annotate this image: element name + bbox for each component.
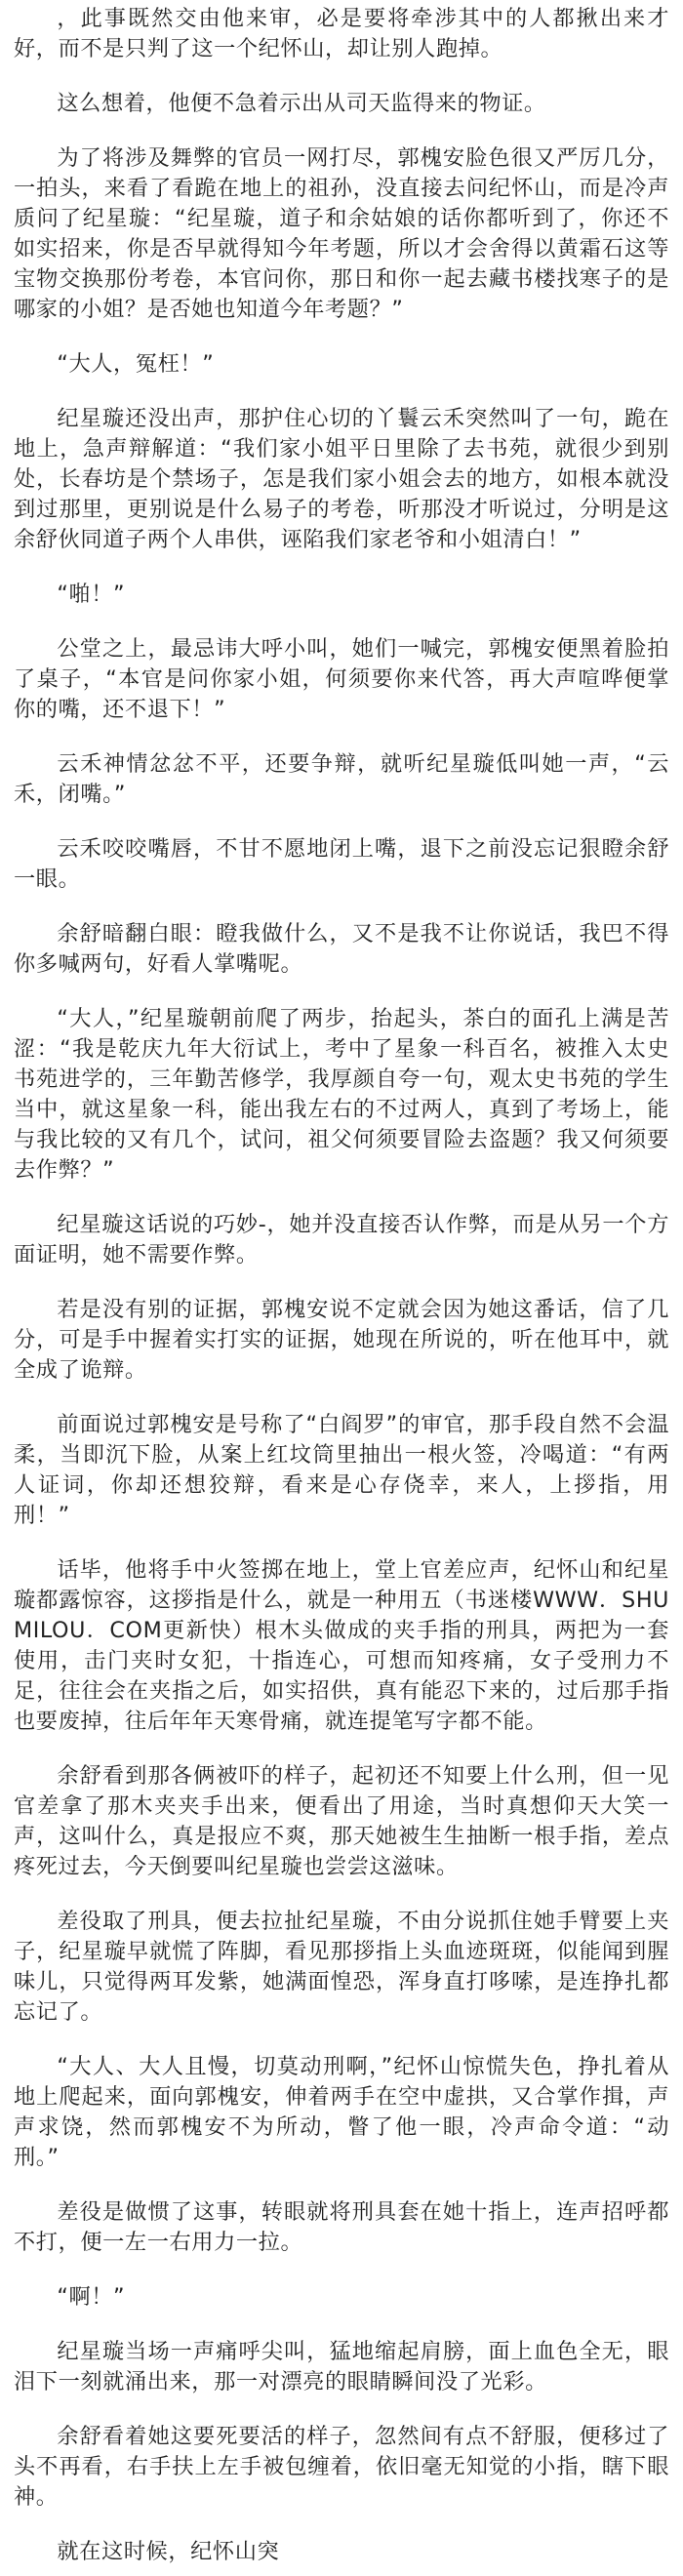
paragraph: 这么想着，他便不急着示出从司天监得来的物证。 — [57, 91, 546, 116]
paragraph: 纪星璇当场一声痛呼尖叫，猛地缩起肩膀，面上血色全无，眼泪下一刻就涌出来，那一对漂亮的眼睛瞬间没了光彩。 — [14, 2339, 669, 2395]
paragraph: 余舒看到那各俩被吓的样子，起初还不知要上什么刑，但一见官差拿了那木夹夹手出来，便看出了用途，当时真想仰天大笑一声，这叫什么，真是报应不爽，那天她被生生抽断一根手指，差点疼死过去，今天倒要叫纪星璇也尝尝这滋味。 — [14, 1763, 669, 1879]
paragraph: 纪星璇还没出声，那护住心切的丫鬟云禾突然叫了一句，跪在地上，急声辩解道：“我们家小姐平日里除了去书苑，就很少到别处，长春坊是个禁场子，怎是我们家小姐会去的地方，如根本就没到过那里，更别说是什么易子的考卷，听那没才听说过，分明是这余舒伙同道子两个人串供，诬陷我们家老爷和小姐清白！” — [14, 406, 669, 552]
paragraph: “大人，冤枉！” — [57, 351, 215, 377]
paragraph: 余舒看着她这要死要活的样子，忽然间有点不舒服，便移过了头不再看，右手扶上左手被包缠着，依旧毫无知觉的小指，瞎下眼神。 — [14, 2424, 669, 2510]
paragraph: 就在这时候，纪怀山突 — [57, 2539, 280, 2564]
paragraph: 差役是做惯了这事，转眼就将刑具套在她十指上，连声招呼都不打，便一左一右用力一拉。 — [14, 2199, 669, 2255]
paragraph: 前面说过郭槐安是号称了“白阎罗”的审官，那手段自然不会温柔，当即沉下脸，从案上红坟筒里抽出一根火签，冷喝道：“有两人证词，你却还想狡辩，看来是心存侥幸，来人，上拶指，用刑！” — [14, 1412, 669, 1528]
paragraph: 话毕，他将手中火签掷在地上，堂上官差应声，纪怀山和纪星璇都露惊容，这拶指是什么，就是一种用五（书迷楼WWW．SHUMILOU．COM更新快）根木头做成的夹手指的刑具，两把为一套使用，击门夹时女犯，十指连心，可想而知疼痛，女子受刑力不足，往往会在夹指之后，如实招供，真有能忍下来的，过后那手指也要废掉，往后年年天寒骨痛，就连提笔写字都不能。 — [14, 1557, 669, 1734]
paragraph: ，此事既然交由他来审，必是要将牵涉其中的人都揪出来才好，而不是只判了这一个纪怀山，却让别人跑掉。 — [14, 6, 669, 61]
paragraph: 余舒暗翻白眼：瞪我做什么，又不是我不让你说话，我巴不得你多喊两句，好看人掌嘴呢。 — [14, 921, 669, 977]
paragraph: “啪！” — [57, 582, 126, 607]
paragraph: 公堂之上，最忌讳大呼小叫，她们一喊完，郭槐安便黑着脸拍了桌子，“本官是问你家小姐，何须要你来代答，再大声喧哗便掌你的嘴，还不退下！” — [14, 636, 669, 722]
paragraph: “啊！” — [57, 2284, 126, 2310]
paragraph: 云禾神情忿忿不平，还要争辩，就听纪星璇低叫她一声，“云禾，闭嘴。” — [14, 751, 669, 807]
paragraph: “大人、大人且慢，切莫动刑啊，”纪怀山惊慌失色，挣扎着从地上爬起来，面向郭槐安，伸着两手在空中虚拱，又合掌作揖，声声求饶，然而郭槐安不为所动，瞥了他一眼，冷声命令道：“动刑。” — [14, 2054, 669, 2170]
paragraph: 若是没有别的证据，郭槐安说不定就会因为她这番话，信了几分，可是手中握着实打实的证据，她现在所说的，听在他耳中，就全成了诡辩。 — [14, 1297, 669, 1383]
paragraph: 云禾咬咬嘴唇，不甘不愿地闭上嘴，退下之前没忘记狠瞪余舒一眼。 — [14, 836, 669, 892]
paragraph: 为了将涉及舞弊的官员一网打尽，郭槐安脸色很又严厉几分，一拍头，来看了看跪在地上的祖孙，没直接去问纪怀山，而是冷声质问了纪星璇：“纪星璇，道子和余姑娘的话你都听到了，你还不如实招来，你是否早就得知今年考题，所以才会舍得以黄霜石这等宝物交换那份考卷，本官问你，那日和你一起去藏书楼找寒子的是哪家的小姐？是否她也知道今年考题？” — [14, 145, 669, 322]
paragraph: 纪星璇这话说的巧妙-，她并没直接否认作弊，而是从另一个方面证明，她不需要作弊。 — [14, 1212, 669, 1268]
paragraph: “大人，”纪星璇朝前爬了两步，抬起头，茶白的面孔上满是苦涩：“我是乾庆九年大衍试上，考中了星象一科百名，被推入太史书苑进学的，三年勤苦修学，我厚颜自夸一句，观太史书苑的学生当中，就这星象一科，能出我左右的不过两人，真到了考场上，能与我比较的又有几个，试问，祖父何须要冒险去盗题？我又何须要去作弊？” — [14, 1006, 669, 1183]
paragraph: 差役取了刑具，便去拉扯纪星璇，不由分说抓住她手臂要上夹子，纪星璇早就慌了阵脚，看见那拶指上头血迹斑斑，似能闻到腥味儿，只觉得两耳发紫，她满面惶恐，浑身直打哆嗦，是连挣扎都忘记了。 — [14, 1909, 669, 2025]
